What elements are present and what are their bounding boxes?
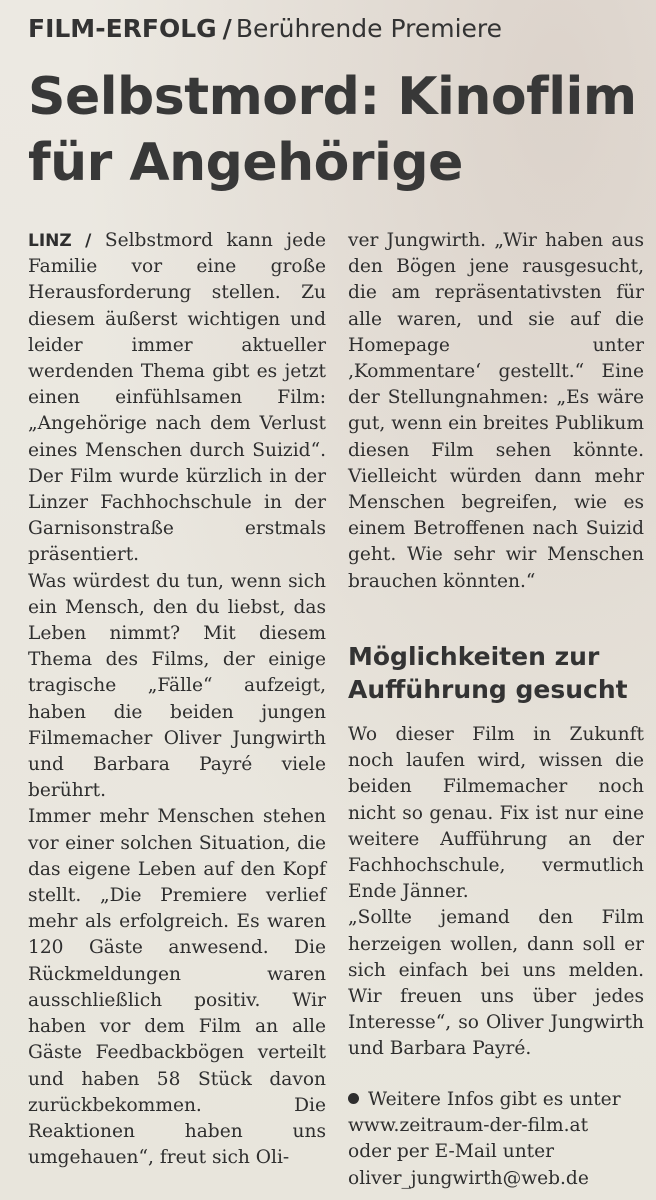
article-section-2 — [348, 722, 644, 1063]
article-column-right — [348, 228, 644, 595]
headline — [28, 64, 648, 196]
article-paragraph: Wo dieser Film in Zukunft noch laufen wird, wissen die beiden Filmemacher noch nicht so genau. Fix ist nur eine weitere Aufführung an der Fachhochschule, vermutlich Ende Jänner. — [348, 724, 644, 903]
bullet-icon — [348, 1093, 359, 1104]
article-paragraph: ver Jungwirth. „Wir haben aus den Bögen jene rausgesucht, die am repräsentativsten für alle waren, und sie auf die Homepage unter ‚Kommentare‘ gestellt.“ Eine der Stellungnahmen: „Es wäre gut, wenn ein breites Publikum diesen Film sehen könnte. Vielleicht würden dann mehr Menschen begreifen, wie es einem Betroffenen nach Suizid geht. Wie sehr wir Menschen brauchen könnten.“ — [348, 230, 644, 592]
info-url: www.zeitraum-der-film.at — [348, 1115, 589, 1137]
headline-line-2: für Angehörige — [28, 133, 463, 193]
kicker — [28, 12, 638, 46]
dateline: LINZ / — [28, 231, 92, 251]
info-line: oder per E-Mail unter — [348, 1141, 555, 1163]
info-text: Weitere Infos gibt es unter — [368, 1089, 621, 1110]
subheading — [348, 640, 648, 706]
info-email: oliver_jungwirth@web.de — [348, 1167, 589, 1189]
article-paragraph: „Sollte jemand den Film herzeigen wollen, dann soll er sich einfach bei uns melden. Wir freuen uns über jedes Interesse“, so Oliver Jungwirth und Barbara Payré. — [348, 907, 644, 1060]
kicker-separator: / — [222, 14, 232, 43]
article-paragraph — [28, 228, 326, 569]
kicker-section: FILM-ERFOLG — [28, 14, 217, 43]
article-paragraph: Was würdest du tun, wenn sich ein Mensch, den du liebst, das Leben nimmt? Mit diesem Thema des Films, der einige tragische „Fälle“ aufzeigt, haben die beiden jungen Filmemacher Oliver Jungwirth und Barbara Payré viele berührt. — [28, 570, 326, 802]
info-box — [348, 1087, 648, 1192]
paragraph-text: Selbstmord kann jede Familie vor eine große Herausforderung stellen. Zu diesem äußerst wichtigen und leider immer aktueller werdenden Thema gibt es jetzt einen einfühlsamen Film: „Angehörige nach dem Verlust eines Menschen durch Suizid“. Der Film wurde kürzlich in der Linzer Fachhochschule in der Garnisonstraße erstmals präsentiert. — [28, 230, 326, 566]
subheading-line-1: Möglichkeiten zur — [348, 642, 600, 671]
article-paragraph: Immer mehr Menschen stehen vor einer solchen Situation, die das eigene Leben auf den Kopf stellt. „Die Premiere verlief mehr als erfolgreich. Es waren 120 Gäste anwesend. Die Rückmeldungen waren ausschließlich positiv. Wir haben vor dem Film an alle Gäste Feedbackbögen verteilt und haben 58 Stück davon zurückbekommen. Die Reaktionen haben uns umgehauen“, freut sich Oli- — [28, 806, 326, 1169]
subheading-line-2: Aufführung gesucht — [348, 675, 628, 704]
headline-line-1: Selbstmord: Kinoflim — [28, 67, 637, 127]
info-line — [348, 1087, 648, 1113]
kicker-topic: Berührende Premiere — [235, 14, 502, 43]
article-column-left — [28, 228, 326, 1171]
